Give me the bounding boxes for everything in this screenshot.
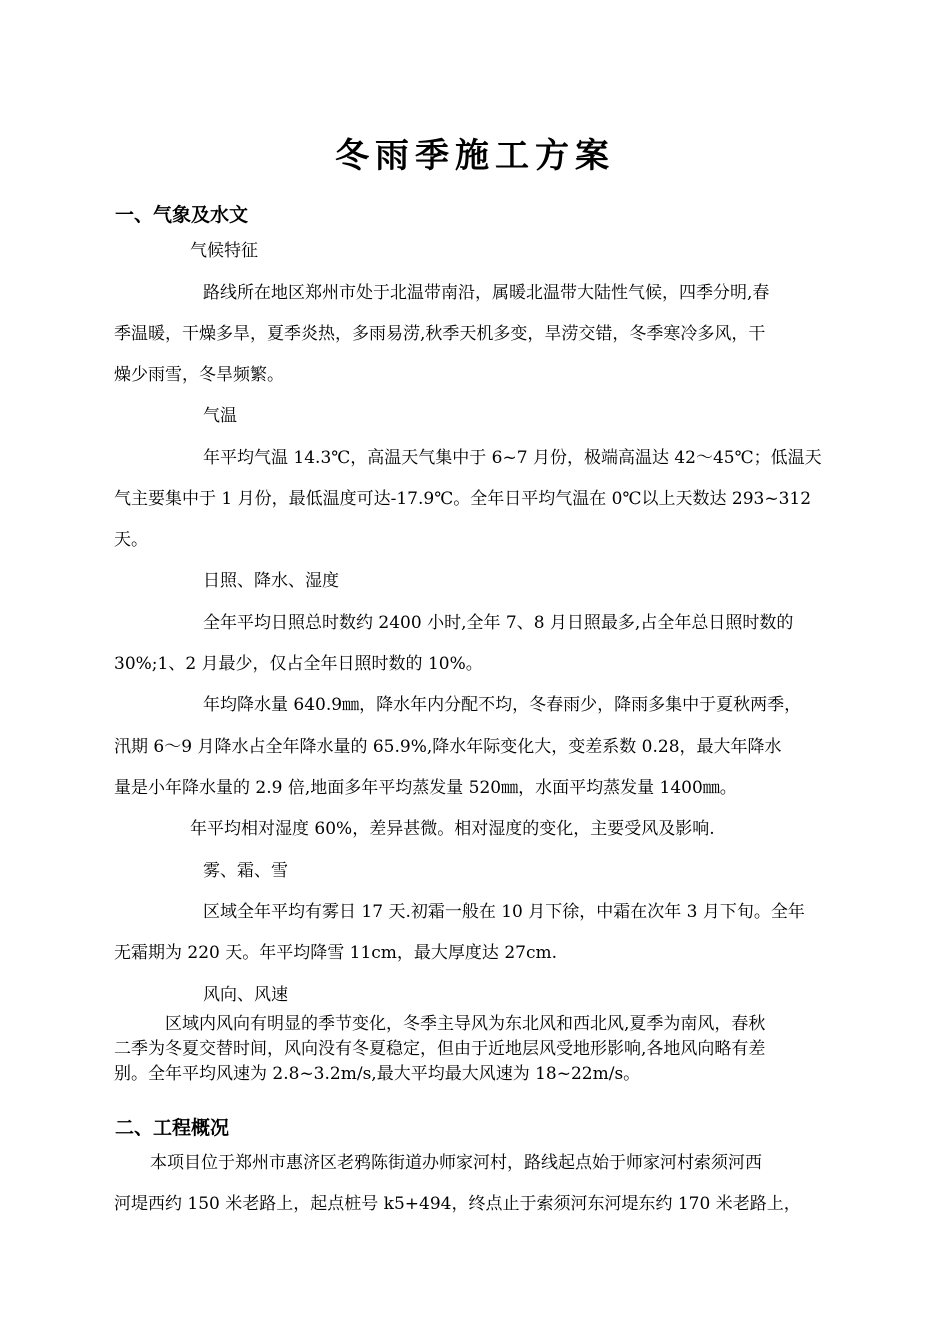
paragraph-line: 区域全年平均有雾日 17 天.初霜一般在 10 月下徐，中霜在次年 3 月下旬。全年: [203, 902, 805, 922]
paragraph-line: 年平均气温 14.3℃，高温天气集中于 6~7 月份，极端高温达 42～45℃；低温天: [203, 448, 822, 468]
paragraph-line: 汛期 6～9 月降水占全年降水量的 65.9%,降水年际变化大，变差系数 0.28，最大年降水: [114, 737, 782, 757]
paragraph-line: 本项目位于郑州市惠济区老鸦陈街道办师家河村，路线起点始于师家河村索须河西: [150, 1153, 762, 1173]
paragraph-line: 别。全年平均风速为 2.8~3.2m/s,最大平均最大风速为 18~22m/s。: [114, 1064, 641, 1084]
paragraph-line: 天。: [114, 530, 148, 550]
subheading-temperature: 气温: [203, 406, 237, 426]
page-title: 冬雨季施工方案: [335, 136, 615, 176]
subheading-sunshine: 日照、降水、湿度: [203, 571, 339, 591]
paragraph-line: 河堤西约 150 米老路上，起点桩号 k5+494，终点止于索须河东河堤东约 170 米老路上，: [114, 1194, 801, 1214]
paragraph-line: 燥少雨雪，冬旱频繁。: [114, 365, 284, 385]
paragraph-line: 年均降水量 640.9㎜，降水年内分配不均，冬春雨少，降雨多集中于夏秋两季，: [203, 695, 802, 715]
subheading-wind: 风向、风速: [203, 985, 288, 1005]
paragraph-line: 气主要集中于 1 月份，最低温度可达-17.9℃。全年日平均气温在 0℃以上天数达 293~312: [114, 489, 812, 509]
subheading-fog: 雾、霜、雪: [203, 861, 288, 881]
paragraph-line: 年平均相对湿度 60%，差异甚微。相对湿度的变化，主要受风及影响.: [190, 819, 715, 839]
paragraph-line: 量是小年降水量的 2.9 倍,地面多年平均蒸发量 520㎜，水面平均蒸发量 1400㎜。: [114, 778, 737, 798]
section-heading-meteorology: 一、气象及水文: [115, 204, 249, 226]
paragraph-line: 全年平均日照总时数约 2400 小时,全年 7、8 月日照最多,占全年总日照时数的: [203, 613, 794, 633]
paragraph-line: 无霜期为 220 天。年平均降雪 11cm，最大厚度达 27cm.: [114, 943, 558, 963]
paragraph-line: 30%;1、2 月最少，仅占全年日照时数的 10%。: [114, 654, 483, 674]
section-heading-project-overview: 二、工程概况: [115, 1117, 230, 1139]
paragraph-line: 季温暖，干燥多旱，夏季炎热，多雨易涝,秋季天机多变，旱涝交错，冬季寒冷多风，干: [114, 324, 766, 344]
subheading-climate: 气候特征: [190, 241, 258, 261]
paragraph-line: 区域内风向有明显的季节变化，冬季主导风为东北风和西北风,夏季为南风，春秋: [165, 1014, 766, 1034]
paragraph-line: 二季为冬夏交替时间，风向没有冬夏稳定，但由于近地层风受地形影响,各地风向略有差: [114, 1039, 766, 1059]
paragraph-line: 路线所在地区郑州市处于北温带南沿，属暖北温带大陆性气候，四季分明,春: [203, 283, 770, 303]
